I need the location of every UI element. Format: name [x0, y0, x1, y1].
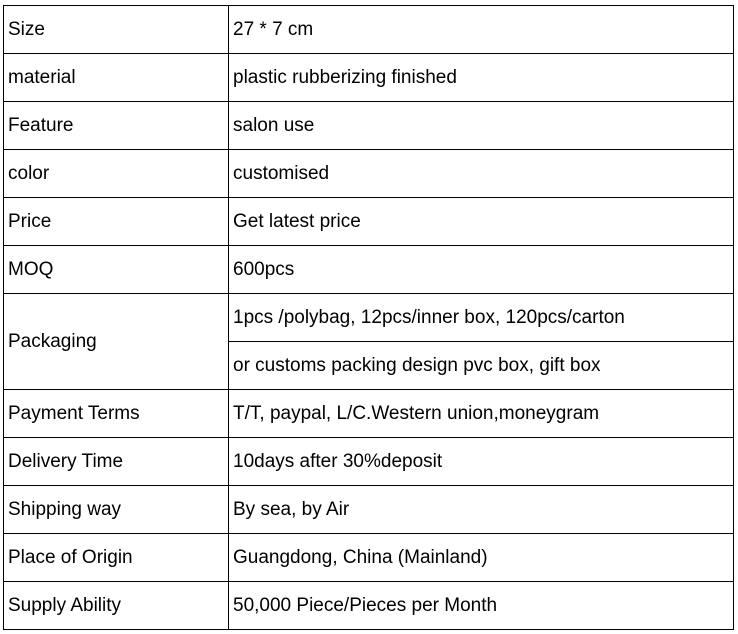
table-row: [4, 438, 734, 486]
row-label: Shipping way: [4, 486, 229, 534]
table-row: [4, 486, 734, 534]
table-row: [4, 390, 734, 438]
row-label: Packaging: [4, 294, 229, 390]
row-value: T/T, paypal, L/C.Western union,moneygram: [229, 390, 734, 438]
row-value: plastic rubberizing finished: [229, 54, 734, 102]
row-value: Guangdong, China (Mainland): [229, 534, 734, 582]
row-value: By sea, by Air: [229, 486, 734, 534]
table-row: [4, 246, 734, 294]
table-row: [4, 102, 734, 150]
row-value: customised: [229, 150, 734, 198]
row-label: MOQ: [4, 246, 229, 294]
table-row: [4, 198, 734, 246]
row-label: Delivery Time: [4, 438, 229, 486]
row-value: 10days after 30%deposit: [229, 438, 734, 486]
table-row: [4, 54, 734, 102]
row-label: Payment Terms: [4, 390, 229, 438]
row-value: 1pcs /polybag, 12pcs/inner box, 120pcs/carton: [229, 294, 734, 342]
row-label: Feature: [4, 102, 229, 150]
row-value: 600pcs: [229, 246, 734, 294]
row-value-continued: or customs packing design pvc box, gift box: [229, 342, 734, 390]
table-row: [4, 150, 734, 198]
table-row: [4, 534, 734, 582]
spec-table: [3, 5, 734, 630]
row-value: 50,000 Piece/Pieces per Month: [229, 582, 734, 630]
row-label: Place of Origin: [4, 534, 229, 582]
row-label: color: [4, 150, 229, 198]
table-row: [4, 6, 734, 54]
row-value: Get latest price: [229, 198, 734, 246]
row-label: Size: [4, 6, 229, 54]
table-row: [4, 582, 734, 630]
row-label: material: [4, 54, 229, 102]
row-label: Supply Ability: [4, 582, 229, 630]
row-value: 27 * 7 cm: [229, 6, 734, 54]
row-label: Price: [4, 198, 229, 246]
row-value: salon use: [229, 102, 734, 150]
table-row: [4, 294, 734, 342]
